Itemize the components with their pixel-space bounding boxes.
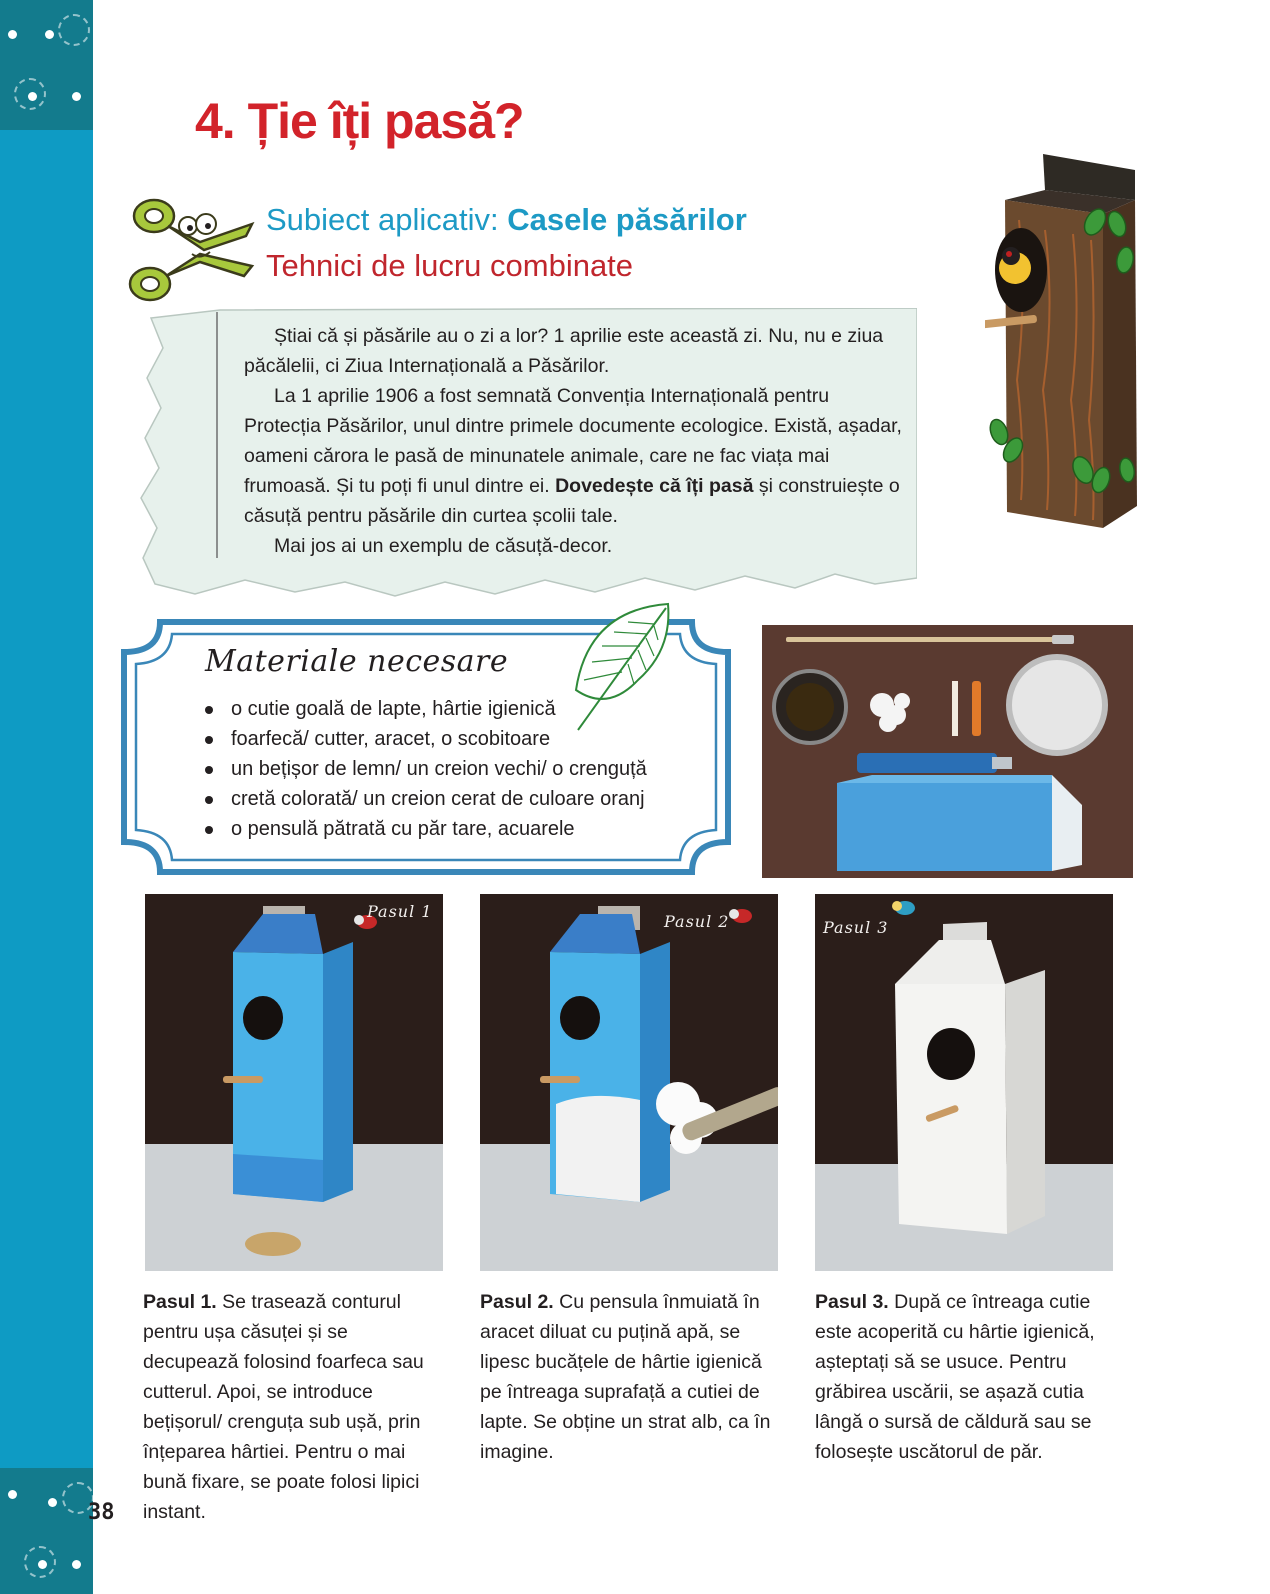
step-1-label: Pasul 1. [143, 1291, 217, 1313]
step-3-label: Pasul 3. [815, 1291, 889, 1313]
materials-title: Materiale necesare [205, 644, 509, 679]
pattern-dot [48, 1498, 57, 1507]
technique-heading: Tehnici de lucru combinate [266, 248, 634, 283]
sidebar-pattern-top [0, 0, 93, 130]
step-2-label: Pasul 2. [480, 1291, 554, 1313]
intro-emphasis: Dovedește că îți pasă [555, 475, 754, 497]
page-number: 38 [88, 1500, 115, 1525]
supplies-photo [762, 625, 1133, 878]
scissors-icon [128, 192, 258, 310]
subject-prefix: Subiect aplicativ: [266, 202, 508, 237]
step-3-caption [815, 1287, 1115, 1467]
pattern-ring [24, 1546, 56, 1578]
pattern-dot [45, 30, 54, 39]
intro-paragraph-3: Mai jos ai un exemplu de căsuță-decor. [274, 535, 613, 557]
pattern-ring [58, 14, 90, 46]
step-1-photo [145, 894, 443, 1271]
step-2-text: Cu pensula înmuiată în aracet diluat cu puțină apă, se lipesc bucățele de hârtie igienică pe întreaga suprafață a cutiei de lapte. Se obține un strat alb, ca în imagine. [480, 1291, 771, 1463]
intro-paragraph-2: La 1 aprilie 1906 a fost semnată Convenția Internațională pentru Protecția Păsărilor, unul dintre primele documente ecologice. Există, așadar, oameni cărora le pasă de minunatele animale, care ne fac viața mai frumoasă. Și tu poți fi unul dintre ei. Dovedește că îți pasă și construiește o căsuță pentru păsările din curtea școlii tale. [244, 385, 902, 527]
subject-name: Casele păsărilor [507, 202, 747, 237]
list-item: o cutie goală de lapte, hârtie igienică [205, 694, 647, 724]
list-item: cretă colorată/ un creion cerat de culoare oranj [205, 784, 647, 814]
step-3-photo [815, 894, 1113, 1271]
left-sidebar-band [0, 0, 93, 1594]
step-3-photo-label: Pasul 3 [823, 918, 889, 937]
step-3-text: După ce întreaga cutie este acoperită cu hârtie igienică, așteptați să se usuce. Pentru grăbirea uscării, se așază cutia lângă o sursă de căldură sau se folosește uscătorul de păr. [815, 1291, 1095, 1463]
step-2-photo [480, 894, 778, 1271]
intro-text [244, 321, 904, 561]
subject-heading [266, 202, 747, 238]
pattern-dot [8, 30, 17, 39]
list-item: un bețișor de lemn/ un creion vechi/ o crenguță [205, 754, 647, 784]
materials-list [205, 694, 647, 844]
intro-paragraph-1: Știai că și păsările au o zi a lor? 1 aprilie este această zi. Nu, nu e ziua păcălelii, ci Ziua Internațională a Păsărilor. [244, 325, 884, 377]
pattern-ring [14, 78, 46, 110]
step-2-caption [480, 1287, 780, 1467]
pattern-dot [72, 92, 81, 101]
sidebar-pattern-bottom [0, 1468, 93, 1594]
step-2-photo-label: Pasul 2 [664, 912, 730, 931]
page-title: 4. Ție îți pasă? [195, 93, 524, 149]
step-1-photo-label: Pasul 1 [367, 902, 433, 921]
finished-birdhouse-photo [985, 150, 1190, 530]
step-1-text: Se trasează conturul pentru ușa căsuței și se decupează folosind foarfeca sau cutterul. Apoi, se introduce bețișorul/ crenguța sub ușă, prin înțeparea hârtiei. Pentru o mai bună fixare, se poate folosi lipici instant. [143, 1291, 424, 1523]
pattern-dot [72, 1560, 81, 1569]
pattern-dot [8, 1490, 17, 1499]
list-item: foarfecă/ cutter, aracet, o scobitoare [205, 724, 647, 754]
step-1-caption [143, 1287, 443, 1527]
list-item: o pensulă pătrată cu păr tare, acuarele [205, 814, 647, 844]
